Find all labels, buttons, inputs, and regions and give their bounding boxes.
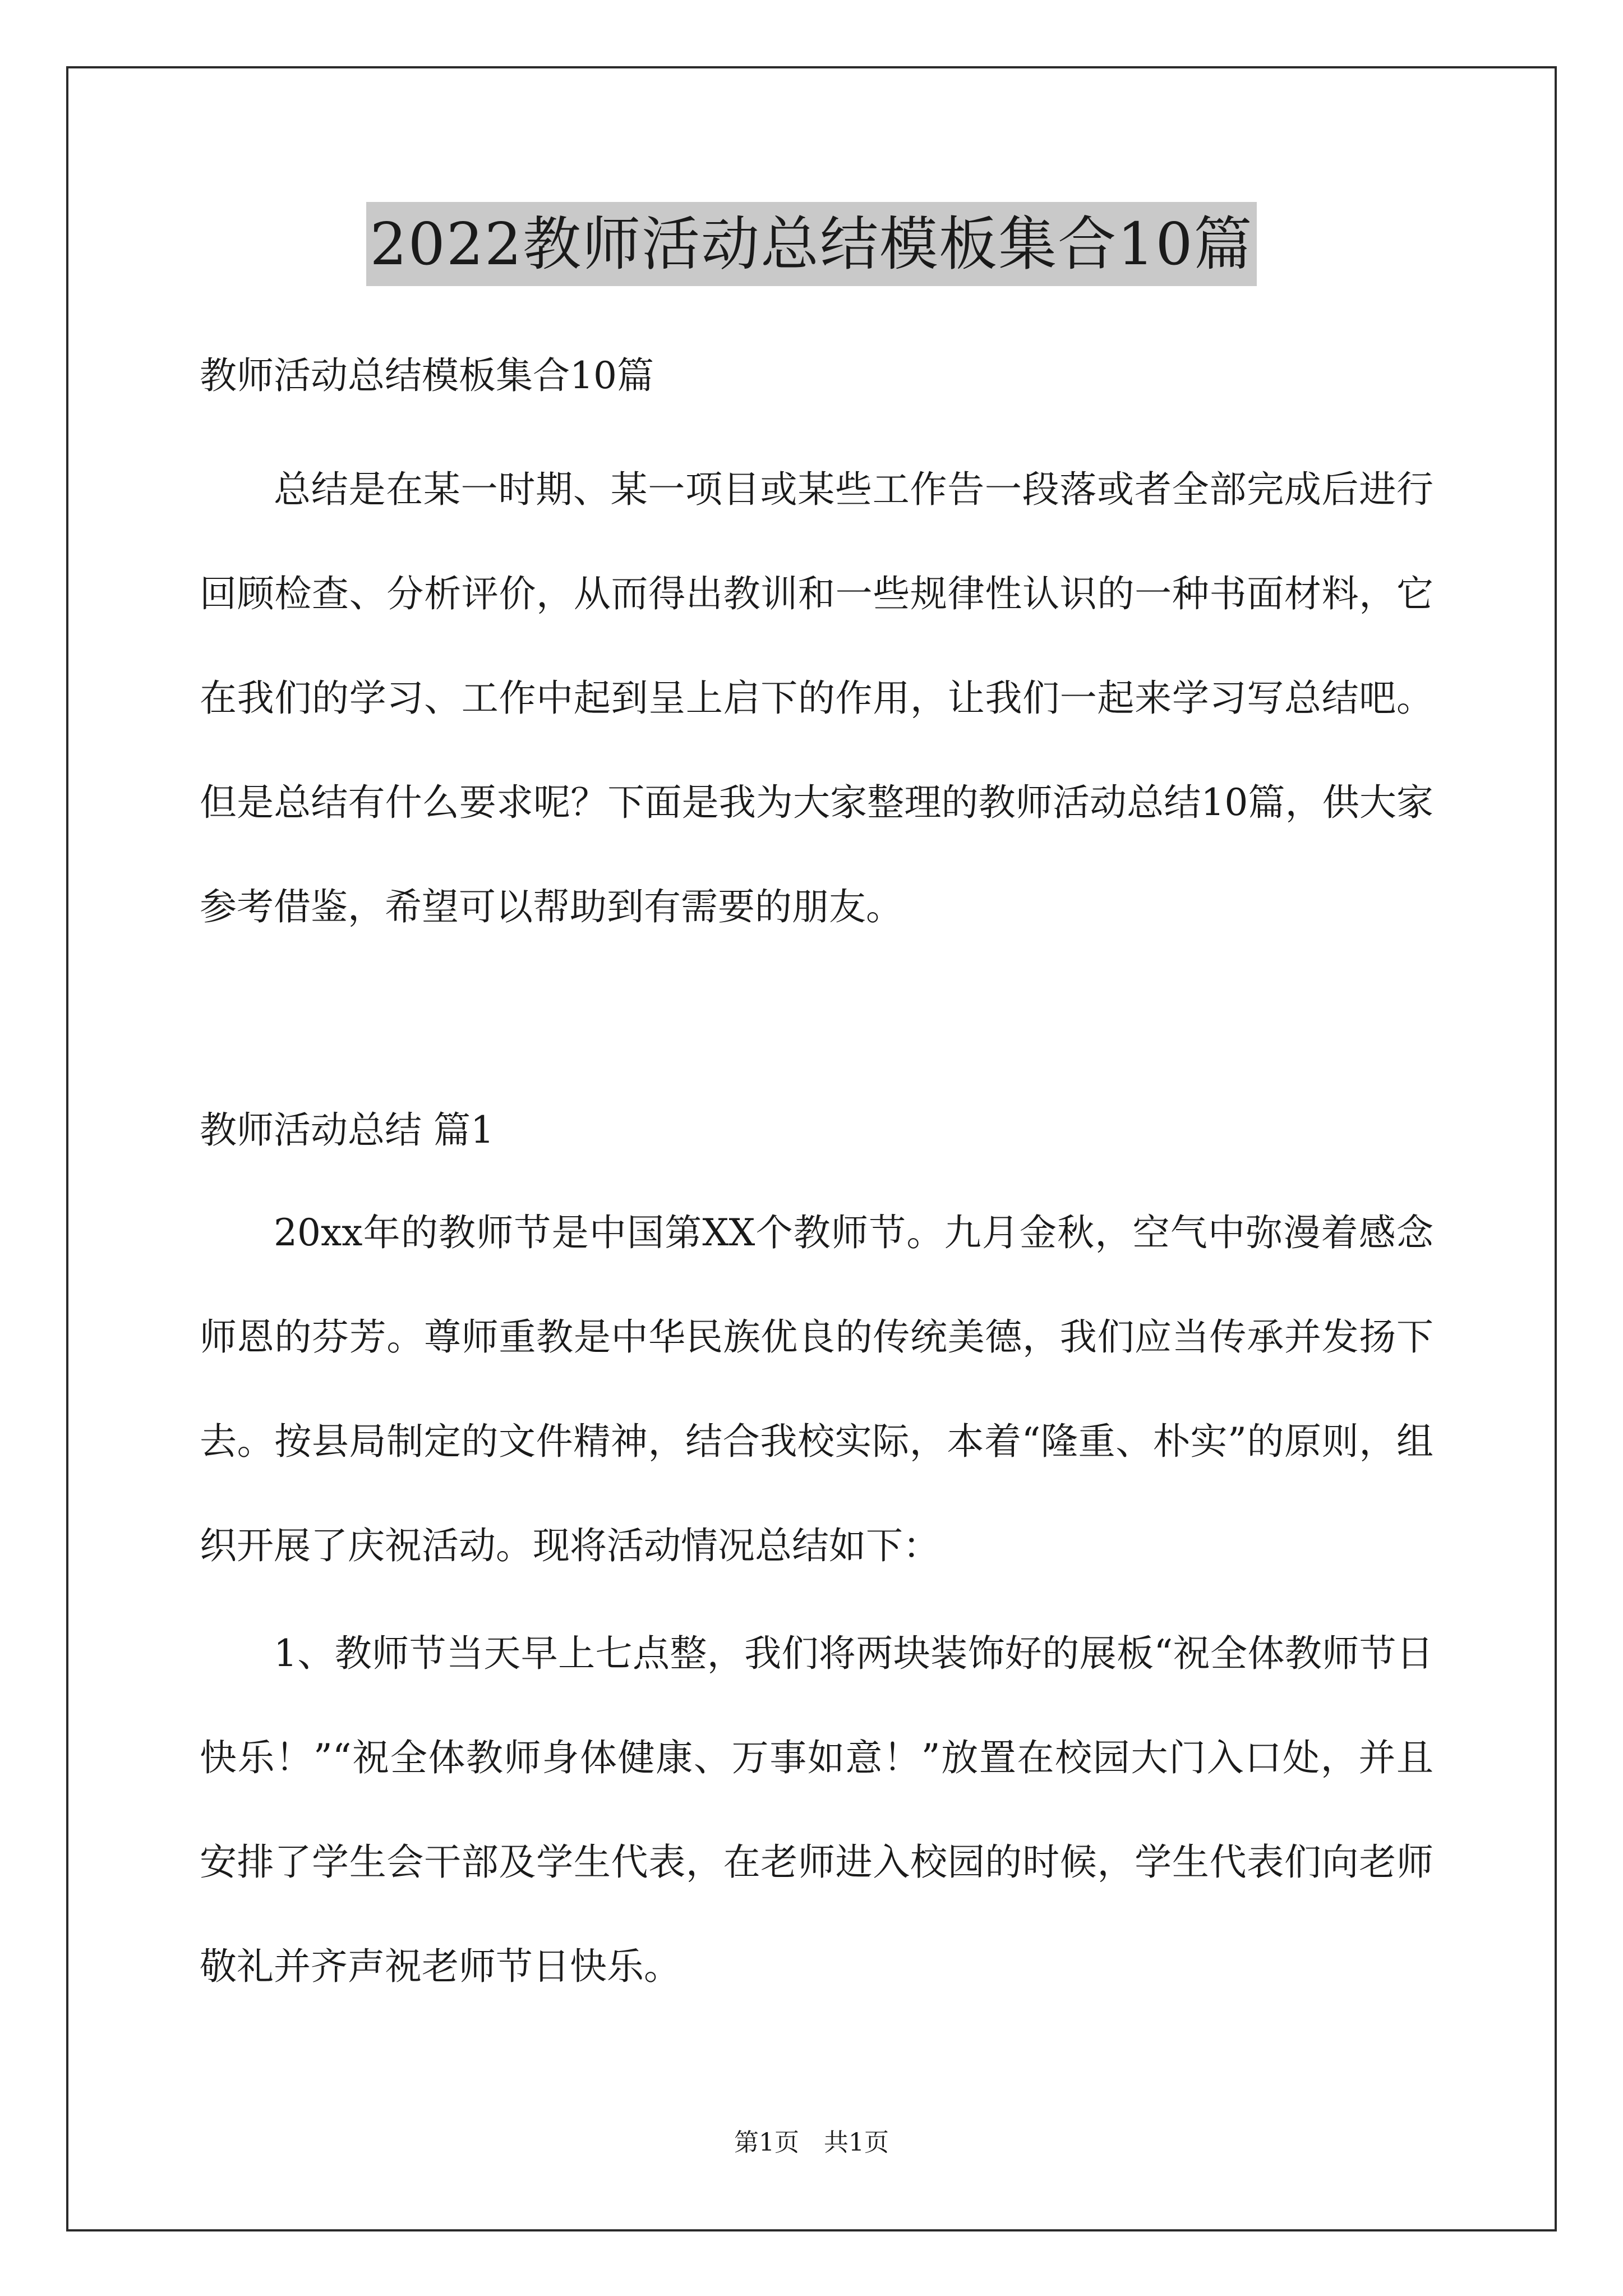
intro-paragraph: 总结是在某一时期、某一项目或某些工作告一段落或者全部完成后进行回顾检查、分析评价，从而得出教训和一些规律性认识的一种书面材料，它在我们的学习、工作中起到呈上启下的作用，让我们一起来学习写总结吧。但是总结有什么要求呢？下面是我为大家整理的教师活动总结10篇，供大家参考借鉴，希望可以帮助到有需要的朋友。 — [200, 468, 1433, 928]
section-paragraph: 1、教师节当天早上七点整，我们将两块装饰好的展板“祝全体教师节日快乐！”“祝全体教师身体健康、万事如意！”放置在校园大门入口处，并且安排了学生会干部及学生代表，在老师进入校园的时候，学生代表们向老师敬礼并齐声祝老师节日快乐。 — [200, 1632, 1433, 1988]
document-subtitle: 教师活动总结模板集合10篇 — [200, 354, 654, 397]
section-paragraph: 20xx年的教师节是中国第XX个教师节。九月金秋，空气中弥漫着感念师恩的芬芳。尊师重教是中华民族优良的传统美德，我们应当传承并发扬下去。按县局制定的文件精神，结合我校实际，本着“隆重、朴实”的原则，组织开展了庆祝活动。现将活动情况总结如下： — [200, 1211, 1433, 1567]
section-heading: 教师活动总结 篇1 — [200, 1108, 494, 1152]
title-container — [0, 202, 1623, 286]
page-footer: 第1页 共1页 — [734, 2128, 889, 2157]
document-title: 2022教师活动总结模板集合10篇 — [366, 202, 1256, 286]
